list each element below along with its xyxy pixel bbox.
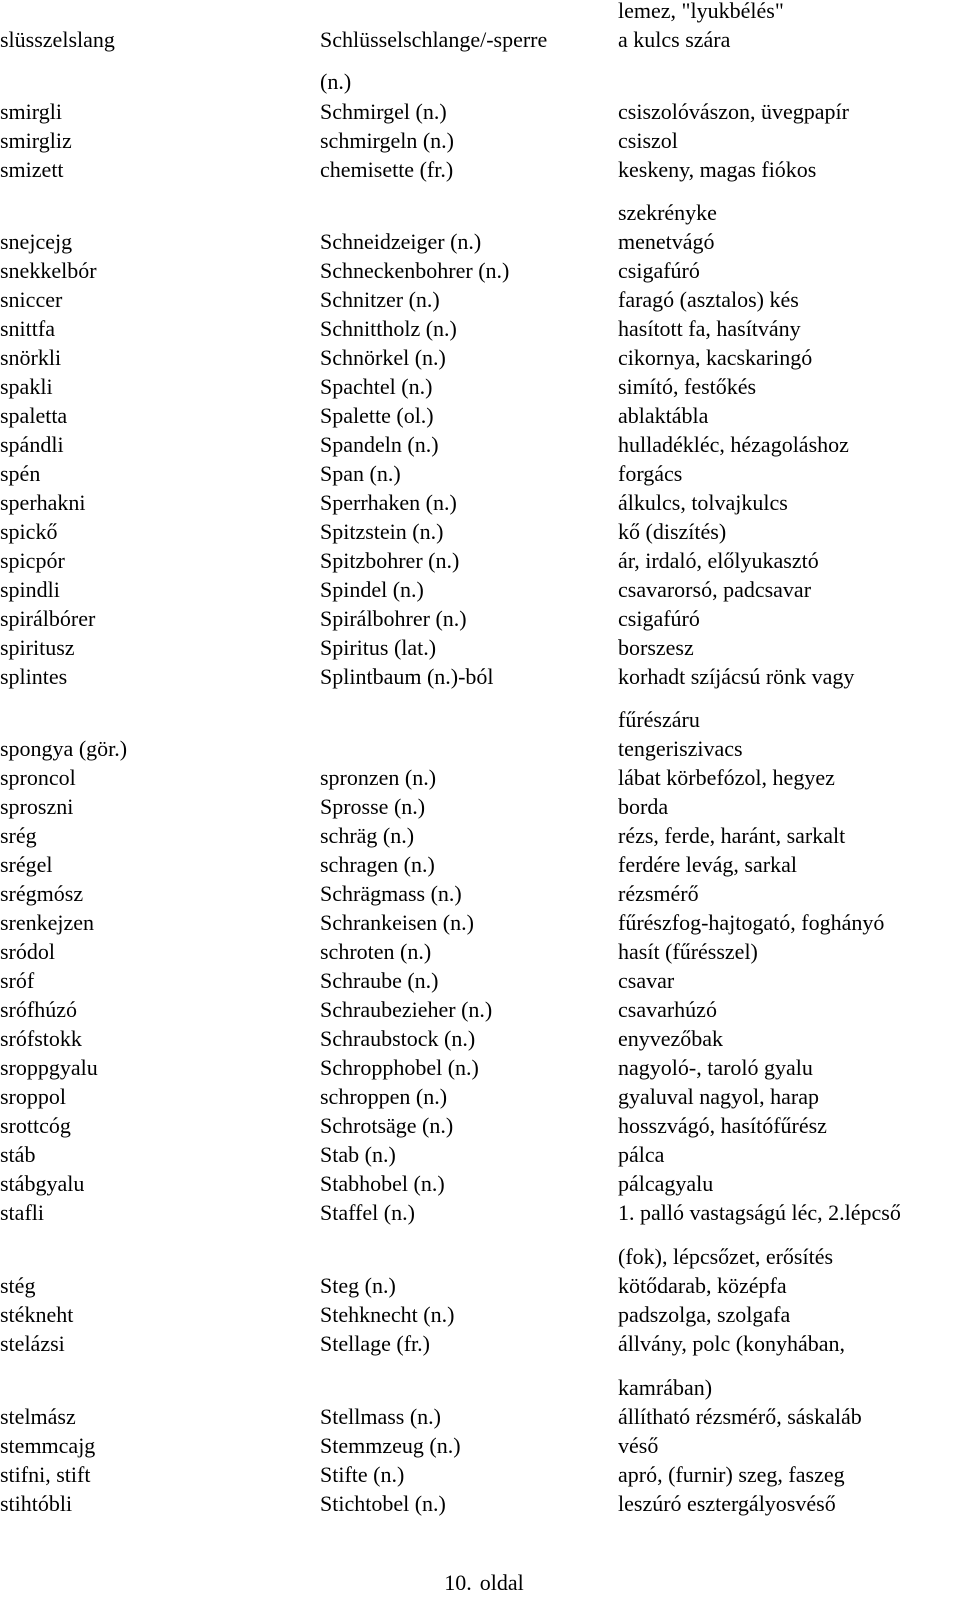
list-item <box>0 1329 960 1358</box>
list-item <box>0 1140 960 1169</box>
list-item <box>0 705 960 734</box>
german-source: Stellmass (n.) <box>320 1404 441 1429</box>
page-footer <box>0 1568 960 1597</box>
german-source: Schropphobel (n.) <box>320 1055 479 1080</box>
list-item <box>0 604 960 633</box>
hungarian-term: srégmósz <box>0 881 84 906</box>
hungarian-term: srófhúzó <box>0 997 77 1022</box>
german-source: Sprosse (n.) <box>320 794 426 819</box>
meaning: állítható rézsmérő, sáskaláb <box>618 1404 862 1429</box>
meaning: kötődarab, középfa <box>618 1273 787 1298</box>
hungarian-term: spakli <box>0 374 53 399</box>
list-item <box>0 430 960 459</box>
list-item <box>0 517 960 546</box>
german-source: Schraubstock (n.) <box>320 1026 476 1051</box>
german-source: Schneckenbohrer (n.) <box>320 258 510 283</box>
list-item <box>0 1111 960 1140</box>
list-item <box>0 937 960 966</box>
hungarian-term: snejcejg <box>0 229 73 254</box>
german-source: schragen (n.) <box>320 852 435 877</box>
meaning: álkulcs, tolvajkulcs <box>618 490 788 515</box>
german-source: Stabhobel (n.) <box>320 1171 445 1196</box>
german-source: Spachtel (n.) <box>320 374 433 399</box>
german-source: Schlüsselschlange/-sperre <box>320 27 548 52</box>
list-item <box>0 1169 960 1198</box>
meaning: hulladékléc, hézagoláshoz <box>618 432 849 457</box>
meaning: ferdére levág, sarkal <box>618 852 797 877</box>
list-item <box>0 314 960 343</box>
meaning: borda <box>618 794 669 819</box>
hungarian-term: spicpór <box>0 548 65 573</box>
hungarian-term: sperhakni <box>0 490 86 515</box>
meaning: szekrényke <box>618 200 717 225</box>
german-source: Schrankeisen (n.) <box>320 910 474 935</box>
list-item <box>0 662 960 691</box>
german-source: Stichtobel (n.) <box>320 1491 446 1516</box>
list-item <box>0 908 960 937</box>
list-item <box>0 97 960 126</box>
hungarian-term: spándli <box>0 432 64 457</box>
german-source: schroten (n.) <box>320 939 432 964</box>
meaning: kő (diszítés) <box>618 519 727 544</box>
list-item <box>0 1242 960 1271</box>
german-source: Span (n.) <box>320 461 401 486</box>
meaning: enyvezőbak <box>618 1026 724 1051</box>
page-number: 10. <box>444 1570 472 1595</box>
german-source: Stehknecht (n.) <box>320 1302 455 1327</box>
hungarian-term: stelmász <box>0 1404 76 1429</box>
meaning: csavarorsó, padcsavar <box>618 577 812 602</box>
list-item <box>0 0 960 25</box>
hungarian-term: spickő <box>0 519 58 544</box>
list-item <box>0 198 960 227</box>
german-source: Spitzbohrer (n.) <box>320 548 460 573</box>
list-item <box>0 1373 960 1402</box>
list-item <box>0 1082 960 1111</box>
hungarian-term: stékneht <box>0 1302 74 1327</box>
list-item <box>0 1460 960 1489</box>
hungarian-term: sróf <box>0 968 35 993</box>
hungarian-term: spirálbórer <box>0 606 96 631</box>
meaning: csiszol <box>618 128 678 153</box>
german-source: Schraubezieher (n.) <box>320 997 493 1022</box>
list-item <box>0 1024 960 1053</box>
german-source: Stellage (fr.) <box>320 1331 430 1356</box>
german-source: schmirgeln (n.) <box>320 128 455 153</box>
meaning: fűrészfog-hajtogató, foghányó <box>618 910 885 935</box>
hungarian-term: stihtóbli <box>0 1491 73 1516</box>
german-source: Stemmzeug (n.) <box>320 1433 461 1458</box>
list-item <box>0 1431 960 1460</box>
meaning: ablaktábla <box>618 403 709 428</box>
list-item <box>0 995 960 1024</box>
list-item <box>0 25 960 54</box>
list-item <box>0 575 960 604</box>
hungarian-term: sniccer <box>0 287 63 312</box>
hungarian-term: splintes <box>0 664 68 689</box>
list-item <box>0 966 960 995</box>
german-source: Stifte (n.) <box>320 1462 405 1487</box>
meaning: keskeny, magas fiókos <box>618 157 817 182</box>
german-source: schroppen (n.) <box>320 1084 448 1109</box>
meaning: lábat körbefózol, hegyez <box>618 765 835 790</box>
list-item <box>0 763 960 792</box>
hungarian-term: srófstokk <box>0 1026 82 1051</box>
list-item <box>0 850 960 879</box>
meaning: menetvágó <box>618 229 715 254</box>
german-source: Spitzstein (n.) <box>320 519 444 544</box>
list-item <box>0 1489 960 1518</box>
meaning: borszesz <box>618 635 694 660</box>
meaning: csigafúró <box>618 606 700 631</box>
meaning: nagyoló-, taroló gyalu <box>618 1055 813 1080</box>
meaning: kamrában) <box>618 1375 713 1400</box>
german-source: Schraube (n.) <box>320 968 439 993</box>
meaning: ár, irdaló, előlyukasztó <box>618 548 819 573</box>
german-source: Spandeln (n.) <box>320 432 439 457</box>
hungarian-term: sródol <box>0 939 55 964</box>
list-item <box>0 343 960 372</box>
meaning: hosszvágó, hasítófűrész <box>618 1113 827 1138</box>
meaning: rézs, ferde, haránt, sarkalt <box>618 823 846 848</box>
german-source: Staffel (n.) <box>320 1200 415 1225</box>
list-item <box>0 256 960 285</box>
meaning: tengeriszivacs <box>618 736 743 761</box>
german-source: chemisette (fr.) <box>320 157 454 182</box>
list-item <box>0 227 960 256</box>
list-item <box>0 879 960 908</box>
hungarian-term: sroppgyalu <box>0 1055 98 1080</box>
hungarian-term: slüsszelslang <box>0 27 115 52</box>
list-item <box>0 792 960 821</box>
list-item <box>0 734 960 763</box>
hungarian-term: srégel <box>0 852 53 877</box>
list-item <box>0 401 960 430</box>
meaning: simító, festőkés <box>618 374 757 399</box>
list-item <box>0 155 960 184</box>
meaning: leszúró esztergályosvéső <box>618 1491 836 1516</box>
list-item <box>0 1402 960 1431</box>
hungarian-term: snittfa <box>0 316 55 341</box>
german-source: Spirálbohrer (n.) <box>320 606 467 631</box>
german-source: Steg (n.) <box>320 1273 396 1298</box>
list-item <box>0 372 960 401</box>
list-item <box>0 67 960 96</box>
hungarian-term: stábgyalu <box>0 1171 85 1196</box>
list-item <box>0 126 960 155</box>
german-source: Sperrhaken (n.) <box>320 490 457 515</box>
german-source: schräg (n.) <box>320 823 415 848</box>
hungarian-term: smirgliz <box>0 128 72 153</box>
hungarian-term: smirgli <box>0 99 62 124</box>
meaning: gyaluval nagyol, harap <box>618 1084 819 1109</box>
meaning: pálcagyalu <box>618 1171 714 1196</box>
list-item <box>0 1300 960 1329</box>
hungarian-term: sproncol <box>0 765 76 790</box>
german-source: Spalette (ol.) <box>320 403 434 428</box>
hungarian-term: sroppol <box>0 1084 66 1109</box>
german-source: Splintbaum (n.)-ból <box>320 664 494 689</box>
hungarian-term: snörkli <box>0 345 62 370</box>
meaning: lemez, "lyukbélés" <box>618 0 784 23</box>
list-item <box>0 633 960 662</box>
hungarian-term: spindli <box>0 577 60 602</box>
hungarian-term: srenkejzen <box>0 910 95 935</box>
german-source: Schnörkel (n.) <box>320 345 446 370</box>
german-source: Schnittholz (n.) <box>320 316 457 341</box>
meaning: hasít (fűrésszel) <box>618 939 758 964</box>
meaning: állvány, polc (konyhában, <box>618 1331 846 1356</box>
hungarian-term: stemmcajg <box>0 1433 96 1458</box>
list-item <box>0 459 960 488</box>
meaning: a kulcs szára <box>618 27 731 52</box>
hungarian-term: spongya (gör.) <box>0 736 128 761</box>
meaning: (fok), lépcsőzet, erősítés <box>618 1244 834 1269</box>
german-source: Spiritus (lat.) <box>320 635 437 660</box>
list-item <box>0 1198 960 1227</box>
hungarian-term: sproszni <box>0 794 74 819</box>
meaning: csiszolóvászon, üvegpapír <box>618 99 849 124</box>
german-source: Schrotsäge (n.) <box>320 1113 454 1138</box>
german-source: Schnitzer (n.) <box>320 287 440 312</box>
meaning: pálca <box>618 1142 665 1167</box>
meaning: hasított fa, hasítvány <box>618 316 801 341</box>
meaning: padszolga, szolgafa <box>618 1302 791 1327</box>
hungarian-term: stifni, stift <box>0 1462 91 1487</box>
meaning: apró, (furnir) szeg, faszeg <box>618 1462 845 1487</box>
german-source: (n.) <box>320 69 352 94</box>
page-label: oldal <box>479 1570 524 1595</box>
hungarian-term: srottcóg <box>0 1113 71 1138</box>
meaning: cikornya, kacskaringó <box>618 345 813 370</box>
list-item <box>0 1053 960 1082</box>
list-item <box>0 1271 960 1300</box>
list-item <box>0 821 960 850</box>
list-item <box>0 488 960 517</box>
meaning: csavar <box>618 968 675 993</box>
meaning: csigafúró <box>618 258 700 283</box>
hungarian-term: stáb <box>0 1142 36 1167</box>
german-source: Spindel (n.) <box>320 577 424 602</box>
meaning: fűrészáru <box>618 707 700 732</box>
meaning: faragó (asztalos) kés <box>618 287 799 312</box>
hungarian-term: spén <box>0 461 41 486</box>
german-source: Schrägmass (n.) <box>320 881 462 906</box>
hungarian-term: spiritusz <box>0 635 75 660</box>
hungarian-term: stelázsi <box>0 1331 65 1356</box>
german-source: Schmirgel (n.) <box>320 99 447 124</box>
hungarian-term: smizett <box>0 157 64 182</box>
german-source: Schneidzeiger (n.) <box>320 229 482 254</box>
meaning: rézsmérő <box>618 881 699 906</box>
meaning: 1. palló vastagságú léc, 2.lépcső <box>618 1200 901 1225</box>
meaning: korhadt szíjácsú rönk vagy <box>618 664 855 689</box>
meaning: csavarhúzó <box>618 997 717 1022</box>
german-source: Stab (n.) <box>320 1142 396 1167</box>
list-item <box>0 285 960 314</box>
hungarian-term: stég <box>0 1273 36 1298</box>
german-source: spronzen (n.) <box>320 765 437 790</box>
hungarian-term: spaletta <box>0 403 68 428</box>
list-item <box>0 546 960 575</box>
meaning: forgács <box>618 461 683 486</box>
meaning: véső <box>618 1433 659 1458</box>
hungarian-term: stafli <box>0 1200 44 1225</box>
hungarian-term: snekkelbór <box>0 258 97 283</box>
hungarian-term: srég <box>0 823 37 848</box>
